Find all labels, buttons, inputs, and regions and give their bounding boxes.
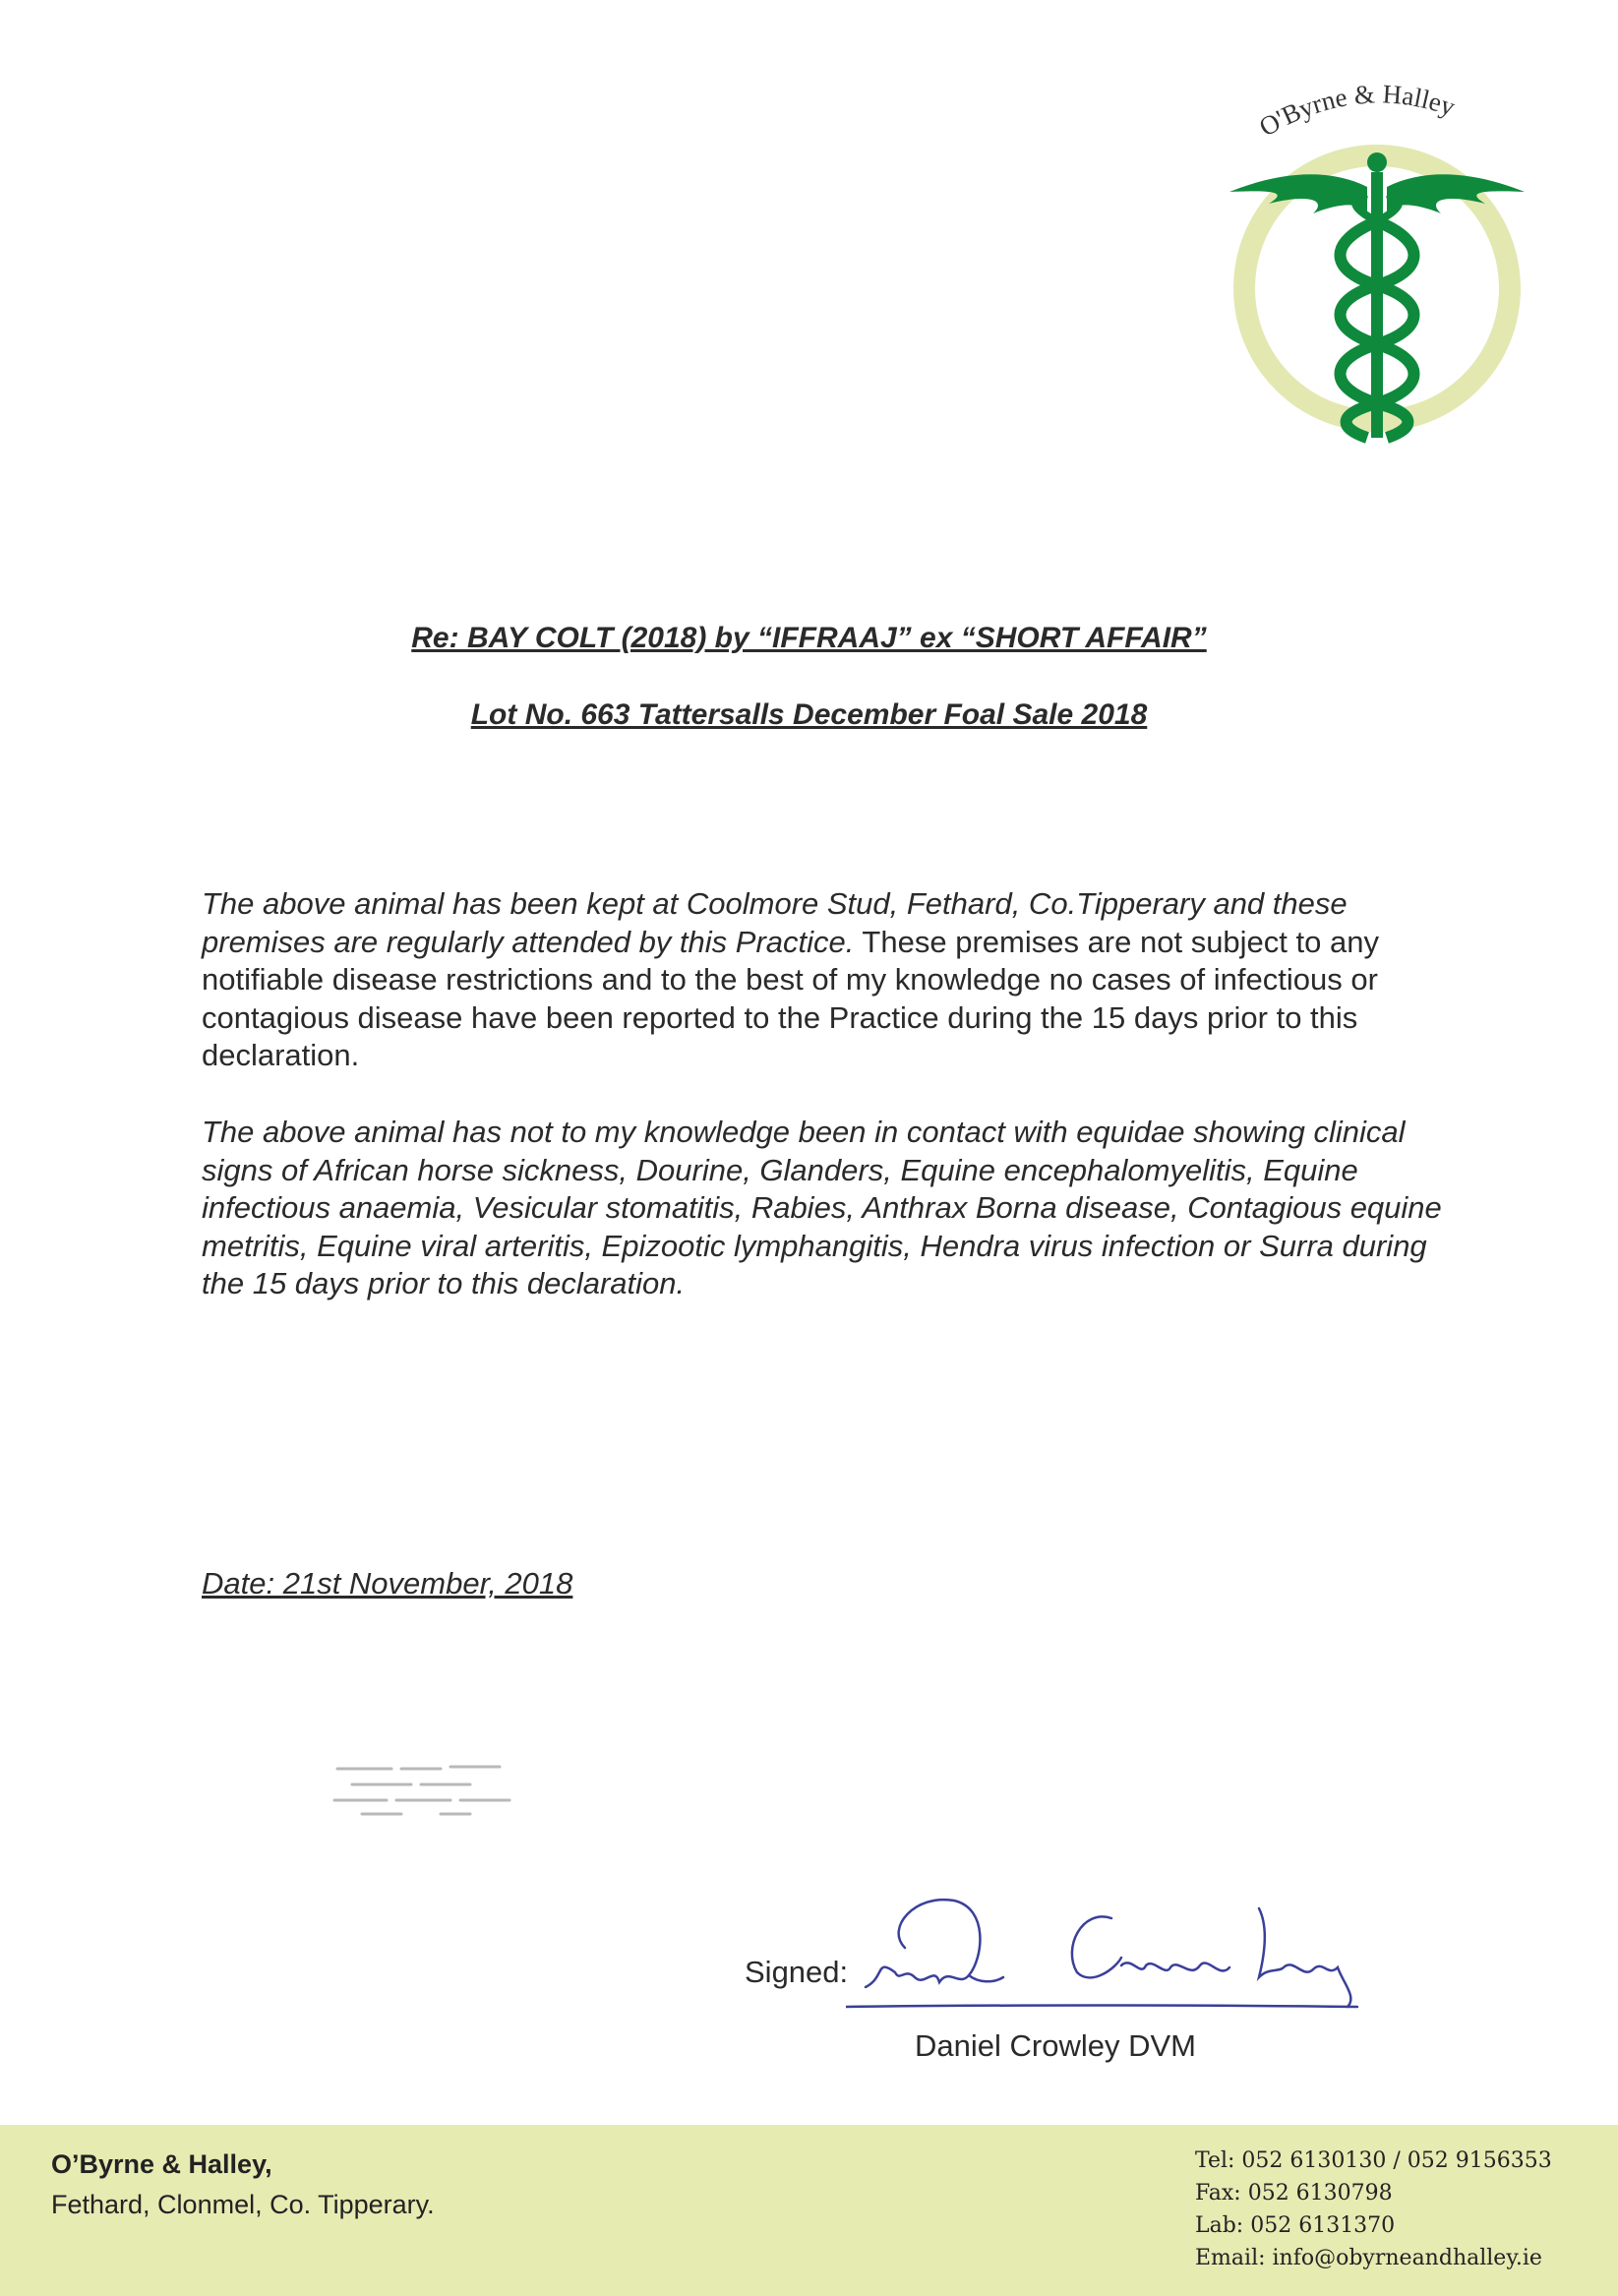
footer-email: Email: info@obyrneandhalley.ie <box>1195 2246 1542 2270</box>
footer-company-name: O’Byrne & Halley, <box>51 2149 272 2179</box>
footer-address: Fethard, Clonmel, Co. Tipperary. <box>51 2190 435 2219</box>
footer-contact-block <box>1195 2145 1552 2274</box>
declaration-paragraph-1 <box>202 885 1451 1075</box>
handwritten-signature <box>846 1889 1377 2017</box>
para1-italic-text: The above animal has been kept at Coolmore Stud, Fethard, Co.Tipperary and these premises are regularly attended by this Practice. <box>202 886 1348 959</box>
footer-tel: Tel: 052 6130130 / 052 9156353 <box>1195 2148 1552 2173</box>
caduceus-icon <box>1220 74 1534 467</box>
svg-text:O'Byrne & Halley: O'Byrne & Halley <box>1254 79 1460 143</box>
declaration-date: Date: 21st November, 2018 <box>202 1566 573 1601</box>
signer-name: Daniel Crowley DVM <box>915 2028 1196 2063</box>
para1-normal-text: These premises are not subject to any notifiable disease restrictions and to the best of my knowledge no cases of infectious or contagious disease have been reported to the Practice during the 15 days prior to this declaration. <box>202 924 1379 1072</box>
practice-logo <box>1220 74 1534 467</box>
re-heading: Re: BAY COLT (2018) by “IFFRAAJ” ex “SHORT AFFAIR” <box>411 622 1207 654</box>
footer-lab: Lab: 052 6131370 <box>1195 2213 1396 2238</box>
practice-stamp <box>332 1761 514 1820</box>
letterhead-footer <box>0 2125 1618 2296</box>
signed-label: Signed: <box>745 1955 849 1989</box>
lot-heading: Lot No. 663 Tattersalls December Foal Sale 2018 <box>470 698 1148 731</box>
footer-fax: Fax: 052 6130798 <box>1195 2181 1393 2205</box>
declaration-paragraph-2: The above animal has not to my knowledge been in contact with equidae showing clinical signs of African horse sickness, Dourine, Glanders, Equine encephalomyelitis, Equine infectious anaemia, Vesicular stomatitis, Rabies, Anthrax Borna disease, Contagious equine metritis, Equine viral arteritis, Epizootic lymphangitis, Hendra virus infection or Surra during the 15 days prior to this declaration. <box>202 1115 1442 1300</box>
